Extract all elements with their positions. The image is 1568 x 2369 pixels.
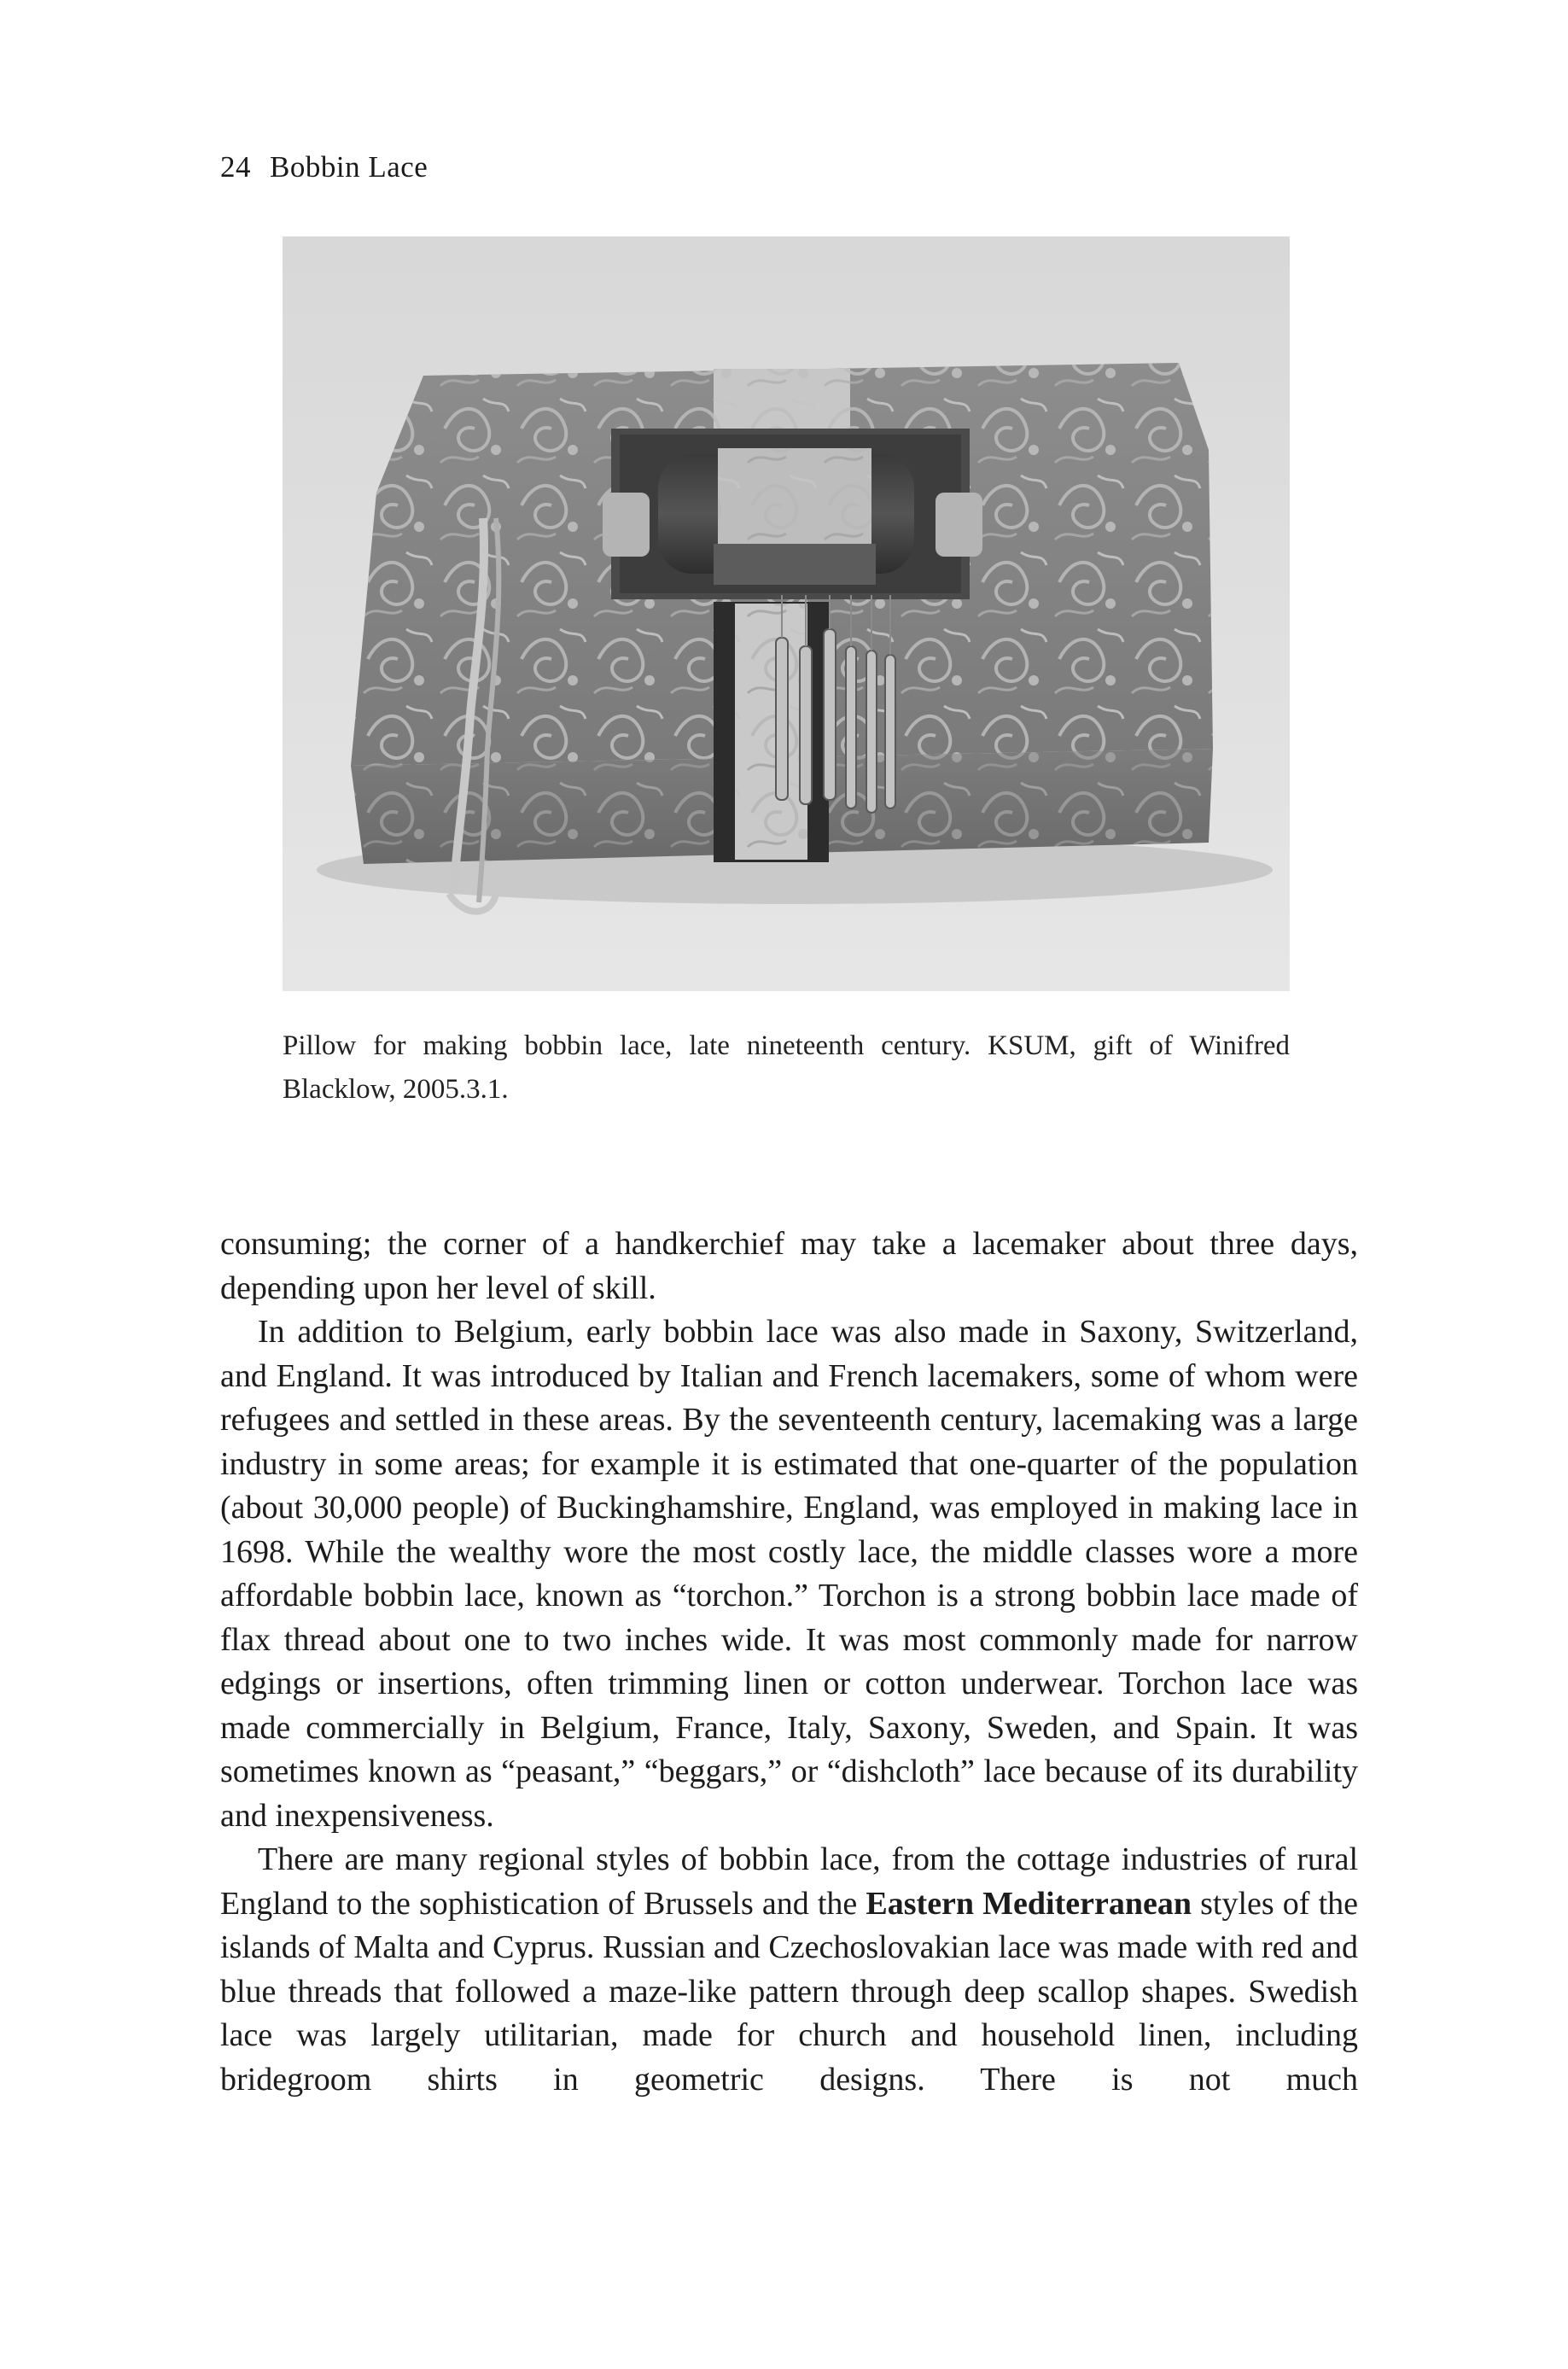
paragraph-1: consuming; the corner of a handkerchief may take a lacemaker about three days, depending upon her level of skill. [220, 1226, 1358, 1306]
paragraph-3-text-a: There are many regional styles of bobbin lace, from the cottage industries of rural England to the sophistication of Brussels and the [220, 1841, 1358, 1922]
lace-pillow-photo [283, 236, 1290, 991]
page-number: 24 [220, 150, 251, 184]
paragraph-2: In addition to Belgium, early bobbin lace was also made in Saxony, Switzerland, and England. It was introduced by Italian and French lacemakers, some of whom were refugees and settled in these areas. By the seventeenth century, lacemaking was a large industry in some areas; for example it is estimated that one-quarter of the population (about 30,000 people) of Buckinghamshire, England, was employed in making lace in 1698. While the wealthy wore the most costly lace, the middle classes wore a more affordable bobbin lace, known as “torchon.” Torchon is a strong bobbin lace made of flax thread about one to two inches wide. It was most commonly made for narrow edgings or insertions, often trimming linen or cotton underwear. Torchon lace was made commercially in Belgium, France, Italy, Saxony, Sweden, and Spain. It was sometimes known as “peasant,” “beggars,” or “dishcloth” lace because of its durability and inexpensiveness. [220, 1314, 1358, 1834]
paragraph-3-text-b: styles of the islands of Malta and Cyprus. Russian and Czechoslovakian lace was made with red and blue threads that followed a maze-like pattern through deep scallop shapes. Swedish lace was largely utilitarian, made for church and household linen, including bridegroom shirts in geometric designs. There is not much [220, 1885, 1358, 2098]
running-head [220, 150, 428, 184]
running-head-title: Bobbin Lace [270, 150, 428, 184]
body-text [220, 1222, 1358, 2102]
figure-caption: Pillow for making bobbin lace, late nineteenth century. KSUM, gift of Winifred Blacklow, 2005.3.1. [283, 1030, 1290, 1105]
glossary-term-eastern-mediterranean: Eastern Mediterranean [866, 1885, 1192, 1922]
paragraph-3 [220, 1838, 1358, 2102]
